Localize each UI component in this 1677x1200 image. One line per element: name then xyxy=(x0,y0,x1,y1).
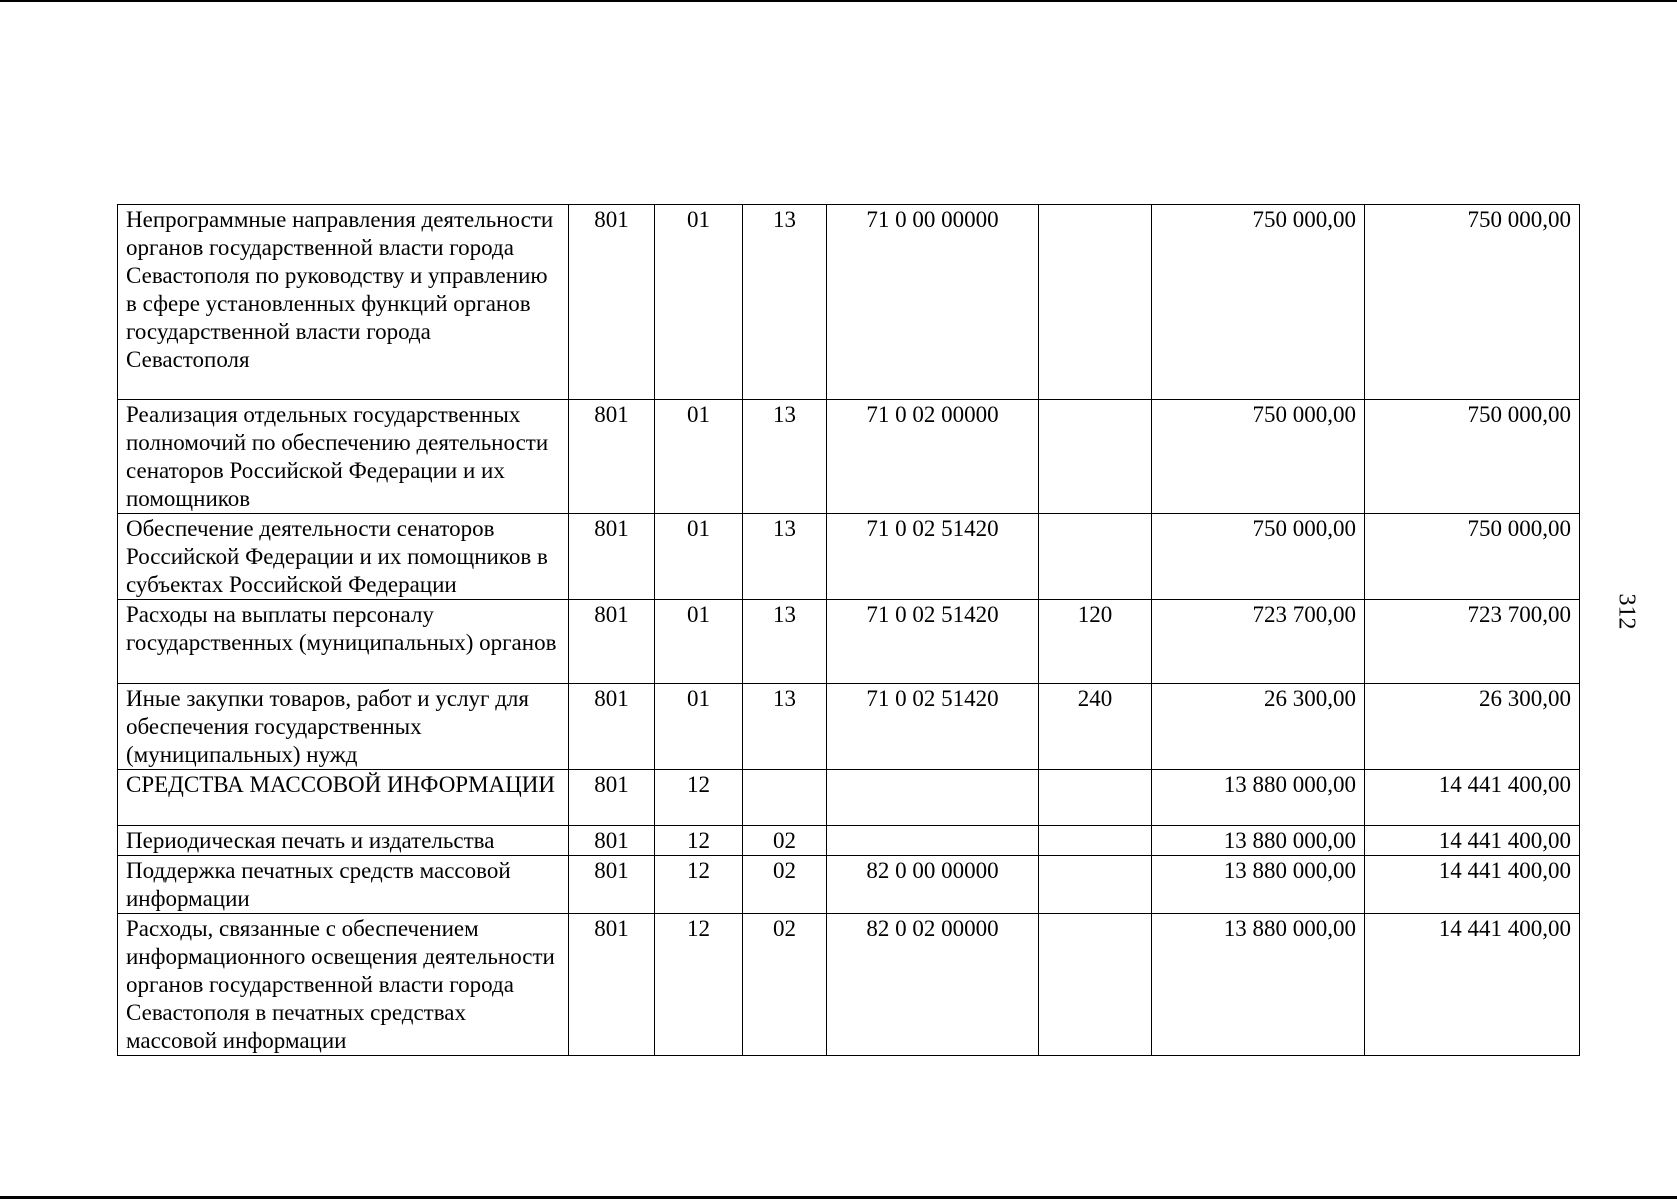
row-name: Расходы, связанные с обеспечением информационного освещения деятельности органов государственной власти города Севастополя в печатных средствах массовой информации xyxy=(118,914,569,1056)
department-code: 801 xyxy=(569,770,655,826)
row-name: Расходы на выплаты персоналу государственных (муниципальных) органов xyxy=(118,600,569,684)
amount-year-2: 750 000,00 xyxy=(1365,514,1580,600)
expense-type-code xyxy=(1039,400,1152,514)
department-code: 801 xyxy=(569,400,655,514)
subsection-code xyxy=(743,770,827,826)
expense-type-code: 120 xyxy=(1039,600,1152,684)
department-code: 801 xyxy=(569,856,655,914)
expense-type-code xyxy=(1039,205,1152,400)
section-code: 12 xyxy=(655,770,743,826)
amount-year-2: 750 000,00 xyxy=(1365,205,1580,400)
department-code: 801 xyxy=(569,826,655,856)
section-code: 12 xyxy=(655,826,743,856)
budget-table xyxy=(117,204,1580,1056)
subsection-code: 02 xyxy=(743,856,827,914)
subsection-code: 13 xyxy=(743,400,827,514)
amount-year-1: 723 700,00 xyxy=(1152,600,1365,684)
section-code: 01 xyxy=(655,600,743,684)
amount-year-2: 14 441 400,00 xyxy=(1365,826,1580,856)
target-article-code: 71 0 02 51420 xyxy=(827,514,1039,600)
subsection-code: 13 xyxy=(743,514,827,600)
expense-type-code: 240 xyxy=(1039,684,1152,770)
row-name: Поддержка печатных средств массовой информации xyxy=(118,856,569,914)
table-row xyxy=(118,205,1580,400)
expense-type-code xyxy=(1039,914,1152,1056)
amount-year-2: 750 000,00 xyxy=(1365,400,1580,514)
section-code: 01 xyxy=(655,514,743,600)
target-article-code: 71 0 02 51420 xyxy=(827,600,1039,684)
row-name: Реализация отдельных государственных полномочий по обеспечению деятельности сенаторов Российской Федерации и их помощников xyxy=(118,400,569,514)
department-code: 801 xyxy=(569,205,655,400)
row-name: Периодическая печать и издательства xyxy=(118,826,569,856)
table-row xyxy=(118,400,1580,514)
amount-year-1: 750 000,00 xyxy=(1152,400,1365,514)
scan-edge-bottom xyxy=(0,1196,1677,1199)
amount-year-1: 13 880 000,00 xyxy=(1152,770,1365,826)
expense-type-code xyxy=(1039,856,1152,914)
target-article-code: 82 0 00 00000 xyxy=(827,856,1039,914)
scan-edge-top xyxy=(0,0,1677,2)
table-row xyxy=(118,600,1580,684)
amount-year-2: 14 441 400,00 xyxy=(1365,770,1580,826)
row-name: Обеспечение деятельности сенаторов Российской Федерации и их помощников в субъектах Российской Федерации xyxy=(118,514,569,600)
subsection-code: 13 xyxy=(743,600,827,684)
section-code: 01 xyxy=(655,400,743,514)
amount-year-2: 14 441 400,00 xyxy=(1365,914,1580,1056)
amount-year-2: 723 700,00 xyxy=(1365,600,1580,684)
section-code: 12 xyxy=(655,856,743,914)
target-article-code: 71 0 02 51420 xyxy=(827,684,1039,770)
section-code: 01 xyxy=(655,205,743,400)
expense-type-code xyxy=(1039,514,1152,600)
department-code: 801 xyxy=(569,514,655,600)
row-name: Иные закупки товаров, работ и услуг для обеспечения государственных (муниципальных) нужд xyxy=(118,684,569,770)
department-code: 801 xyxy=(569,684,655,770)
subsection-code: 13 xyxy=(743,684,827,770)
department-code: 801 xyxy=(569,600,655,684)
amount-year-1: 13 880 000,00 xyxy=(1152,856,1365,914)
target-article-code: 82 0 02 00000 xyxy=(827,914,1039,1056)
page-number: 312 xyxy=(1613,593,1640,630)
amount-year-1: 750 000,00 xyxy=(1152,514,1365,600)
table-row xyxy=(118,770,1580,826)
table-row xyxy=(118,914,1580,1056)
amount-year-2: 14 441 400,00 xyxy=(1365,856,1580,914)
section-code: 12 xyxy=(655,914,743,1056)
department-code: 801 xyxy=(569,914,655,1056)
table-row xyxy=(118,856,1580,914)
table-row xyxy=(118,826,1580,856)
amount-year-2: 26 300,00 xyxy=(1365,684,1580,770)
subsection-code: 02 xyxy=(743,826,827,856)
amount-year-1: 13 880 000,00 xyxy=(1152,914,1365,1056)
amount-year-1: 750 000,00 xyxy=(1152,205,1365,400)
subsection-code: 13 xyxy=(743,205,827,400)
section-code: 01 xyxy=(655,684,743,770)
table-row xyxy=(118,684,1580,770)
table-row xyxy=(118,514,1580,600)
row-name: Непрограммные направления деятельности органов государственной власти города Севастополя по руководству и управлению в сфере установленных функций органов государственной власти города Севастополя xyxy=(118,205,569,400)
target-article-code xyxy=(827,826,1039,856)
amount-year-1: 26 300,00 xyxy=(1152,684,1365,770)
target-article-code: 71 0 00 00000 xyxy=(827,205,1039,400)
expense-type-code xyxy=(1039,770,1152,826)
target-article-code: 71 0 02 00000 xyxy=(827,400,1039,514)
target-article-code xyxy=(827,770,1039,826)
amount-year-1: 13 880 000,00 xyxy=(1152,826,1365,856)
row-name: СРЕДСТВА МАССОВОЙ ИНФОРМАЦИИ xyxy=(118,770,569,826)
expense-type-code xyxy=(1039,826,1152,856)
subsection-code: 02 xyxy=(743,914,827,1056)
